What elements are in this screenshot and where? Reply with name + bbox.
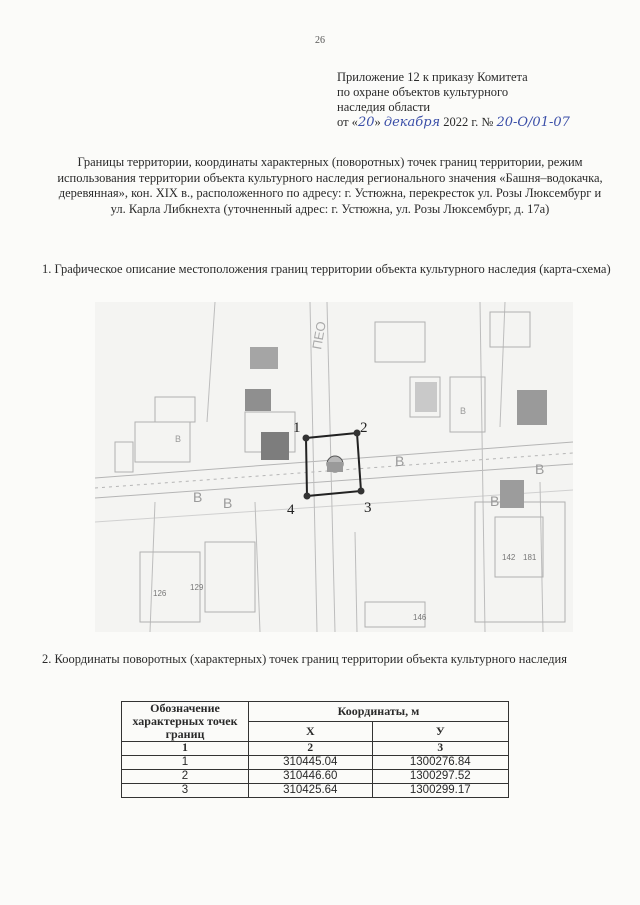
appendix-line-2: по охране объектов культурного bbox=[337, 85, 509, 99]
building bbox=[250, 347, 278, 369]
column-number: 1 bbox=[122, 742, 249, 756]
point-cell: 3 bbox=[122, 784, 249, 798]
house-number: 146 bbox=[413, 613, 427, 622]
appendix-line-3: наследия области bbox=[337, 100, 431, 114]
building-letter: В bbox=[490, 493, 500, 509]
order-number-handwritten: 20-О/01-07 bbox=[496, 115, 570, 130]
building bbox=[261, 432, 289, 460]
building-letter: В bbox=[395, 453, 405, 469]
table-row bbox=[122, 784, 509, 798]
appendix-header bbox=[337, 70, 617, 130]
house-number: 126 bbox=[153, 589, 167, 598]
page-number: 26 bbox=[315, 35, 325, 46]
table-row bbox=[122, 770, 509, 784]
house-number: 181 bbox=[523, 553, 537, 562]
point-label-4: 4 bbox=[287, 502, 295, 518]
header-x: X bbox=[249, 722, 373, 742]
column-number: 2 bbox=[249, 742, 373, 756]
point-label-3: 3 bbox=[364, 500, 372, 516]
order-prefix: от « bbox=[337, 115, 358, 129]
document-title: Границы территории, координаты характерных (поворотных) точек границ территории, режим использования территории объекта культурного наследия регионального значения «Башня–водокачка, деревянная», кон. XIX в., расположенного по адресу: г. Устюжна, перекресток ул. Розы Люксембург и ул. Карла Либкнехта (уточненный адрес: г. Устюжна, ул. Розы Люксембург, д. 17а) bbox=[57, 155, 603, 216]
building-letter: В bbox=[193, 489, 203, 505]
street-label: ПЕО bbox=[309, 320, 329, 351]
building bbox=[245, 389, 271, 411]
point-cell: 2 bbox=[122, 770, 249, 784]
point-cell: 1 bbox=[122, 756, 249, 770]
order-line bbox=[337, 115, 617, 130]
x-cell: 310446.60 bbox=[249, 770, 373, 784]
coordinates-table bbox=[121, 701, 509, 798]
building-letter: В bbox=[460, 406, 467, 416]
building-letter: В bbox=[223, 495, 233, 511]
order-mid-1: » bbox=[374, 115, 384, 129]
point-label-1: 1 bbox=[293, 420, 301, 436]
point-1 bbox=[303, 435, 310, 442]
house-number: 129 bbox=[190, 583, 204, 592]
point-3 bbox=[358, 488, 365, 495]
map-scheme bbox=[95, 302, 573, 632]
order-day-handwritten: 20 bbox=[357, 115, 375, 130]
building-letter: В bbox=[175, 434, 182, 444]
column-number-row bbox=[122, 742, 509, 756]
y-cell: 1300299.17 bbox=[372, 784, 508, 798]
y-cell: 1300297.52 bbox=[372, 770, 508, 784]
water-tower-icon bbox=[327, 456, 343, 472]
order-month-handwritten: декабря bbox=[383, 115, 441, 130]
table-row bbox=[122, 756, 509, 770]
x-cell: 310425.64 bbox=[249, 784, 373, 798]
building bbox=[517, 390, 547, 425]
section-2-title: 2. Координаты поворотных (характерных) точек границ территории объекта культурного наследия bbox=[42, 652, 567, 666]
building bbox=[415, 382, 437, 412]
y-cell: 1300276.84 bbox=[372, 756, 508, 770]
header-coordinates: Координаты, м bbox=[249, 702, 509, 722]
appendix-line-1: Приложение 12 к приказу Комитета bbox=[337, 70, 528, 84]
order-mid-2: 2022 г. № bbox=[440, 115, 497, 129]
house-number: 142 bbox=[502, 553, 516, 562]
header-y: У bbox=[372, 722, 508, 742]
header-point-designation: Обозначение характерных точек границ bbox=[122, 702, 249, 742]
building-letter: В bbox=[535, 461, 545, 477]
point-label-2: 2 bbox=[360, 420, 368, 436]
building bbox=[500, 480, 524, 508]
x-cell: 310445.04 bbox=[249, 756, 373, 770]
column-number: 3 bbox=[372, 742, 508, 756]
section-1-title: 1. Графическое описание местоположения границ территории объекта культурного наследия (карта-схема) bbox=[42, 262, 611, 276]
point-4 bbox=[304, 493, 311, 500]
